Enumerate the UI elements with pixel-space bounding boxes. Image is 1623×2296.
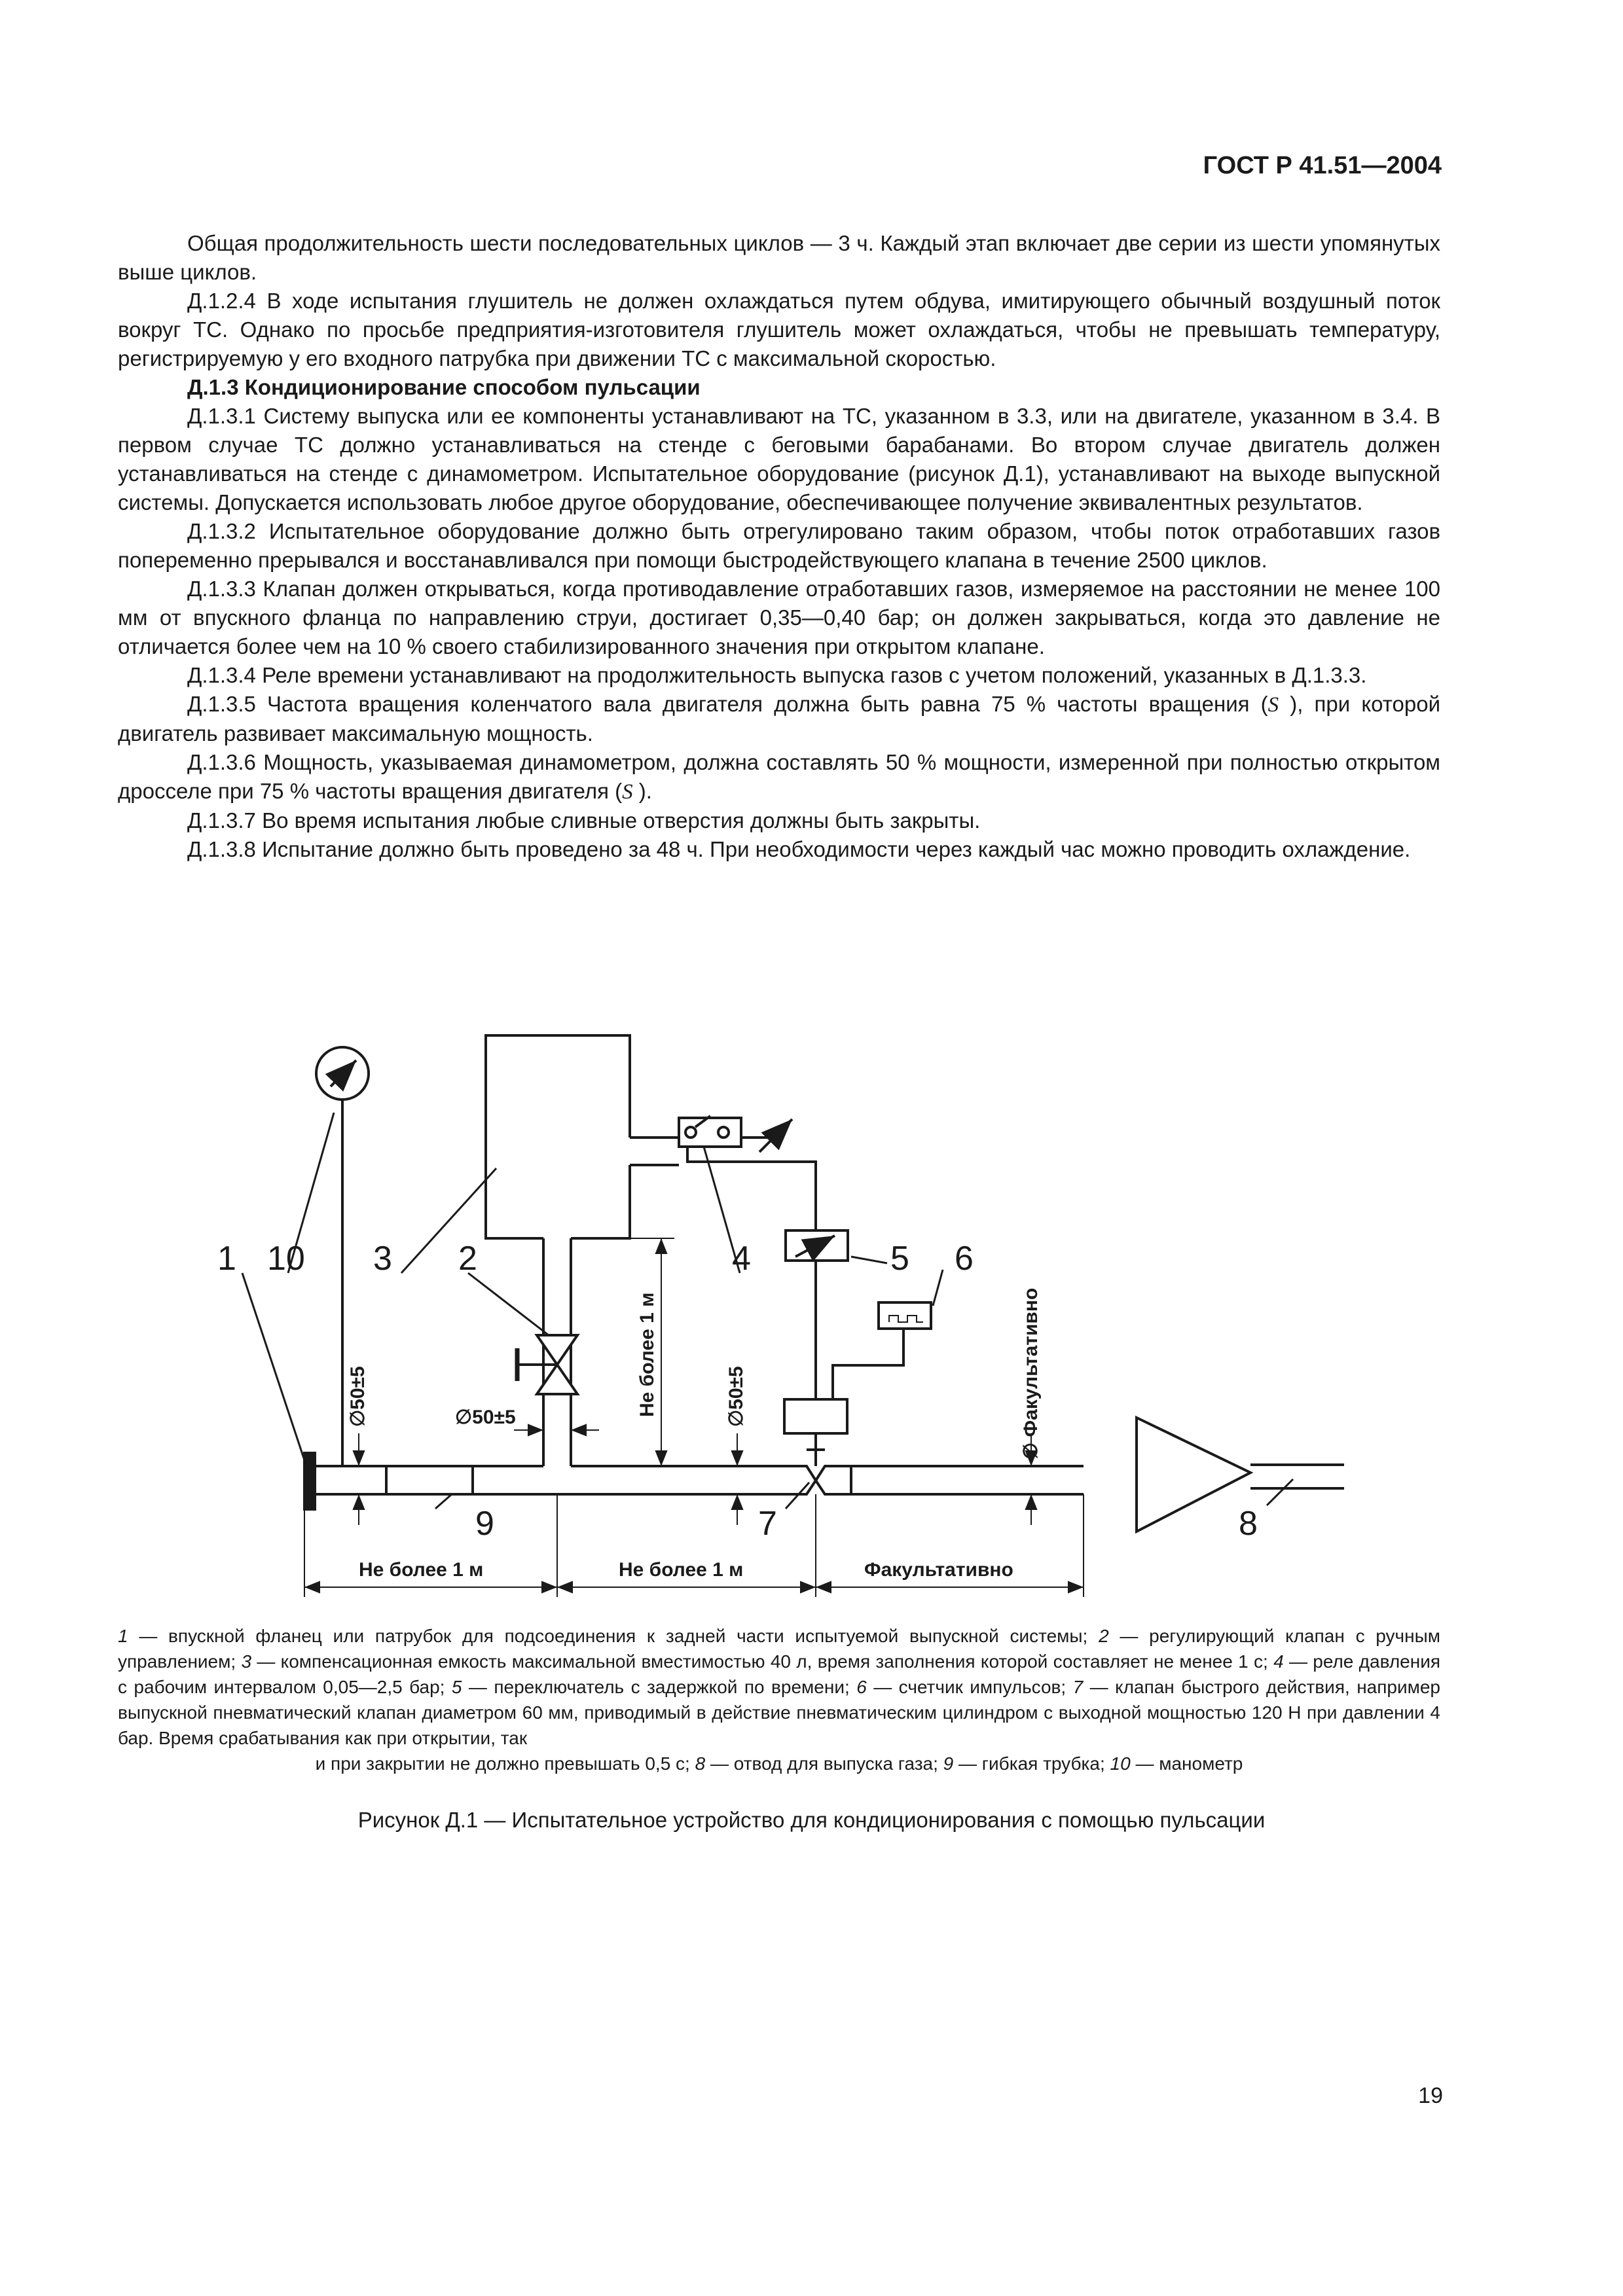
inlet-flange	[304, 1453, 315, 1509]
legend-index: 3	[241, 1651, 252, 1672]
paragraph: Д.1.3.7 Во время испытания любые сливные отверстия должны быть закрыты.	[187, 808, 981, 833]
callout-2: 2	[458, 1240, 477, 1278]
quick-action-valve-cylinder	[784, 1399, 847, 1433]
paragraph: Общая продолжительность шести последовательных циклов — 3 ч. Каждый этап включает две серии из шести упомянутых выше циклов.	[118, 231, 1440, 284]
legend-index: 5	[451, 1677, 462, 1697]
legend-text: — регулирующий клапан с ручным управлением;	[118, 1626, 1440, 1672]
legend-text: — переключатель с задержкой по времени;	[462, 1677, 857, 1697]
flexible-tube	[386, 1466, 473, 1494]
exhaust-outlet	[1137, 1418, 1250, 1532]
page-number: 19	[1418, 2083, 1443, 2108]
figure-caption: Рисунок Д.1 — Испытательное устройство для кондиционирования с помощью пульсации	[357, 1808, 1266, 1832]
legend-last-line	[118, 1751, 1440, 1776]
paragraph: Д.1.3.1 Систему выпуска или ее компоненты устанавливают на ТС, указанном в 3.3, или на двигателе, указанном в 3.4. В первом случае ТС должно устанавливаться на стенде с беговыми барабанами. Во втором случае двигатель должен устанавливаться на стенде с динамометром. Испытательное оборудование (рисунок Д.1), устанавливают на выходе выпускной системы. Допускается использовать любое другое оборудование, обеспечивающее получение эквивалентных результатов.	[118, 404, 1440, 514]
optional-diameter-dimension: ∅ Факультативно	[1020, 1287, 1042, 1460]
compensation-tank	[486, 1035, 630, 1238]
text-run: ).	[632, 779, 652, 803]
paragraph	[118, 748, 1440, 806]
legend-text: — отвод для выпуска газа;	[705, 1753, 943, 1774]
legend-text: — счетчик импульсов;	[866, 1677, 1073, 1697]
diameter-dimension: ∅50±5	[725, 1366, 747, 1427]
callout-10: 10	[267, 1240, 305, 1278]
callout-4: 4	[732, 1240, 751, 1278]
legend-index: 2	[1099, 1626, 1109, 1646]
callout-7: 7	[758, 1505, 777, 1543]
paragraph: Д.1.2.4 В ходе испытания глушитель не должен охлаждаться путем обдува, имитирующего обычный воздушный поток вокруг ТС. Однако по просьбе предприятия-изготовителя глушитель может охлаждаться, чтобы не превышать температуру, регистрируемую у его входного патрубка при движении ТС с максимальной скоростью.	[118, 289, 1440, 370]
paragraph	[118, 690, 1440, 748]
section-heading: Д.1.3 Кондиционирование способом пульсации	[187, 375, 701, 399]
body-text	[118, 229, 1440, 864]
paragraph: Д.1.3.2 Испытательное оборудование должно быть отрегулировано таким образом, чтобы поток отработавших газов попеременно прерывался и восстанавливался при помощи быстродействующего клапана в течение 2500 циклов.	[118, 519, 1440, 572]
text-run: ), при которой двигатель развивает максимальную мощность.	[118, 692, 1440, 745]
legend-text: и при закрытии не должно превышать 0,5 с;	[315, 1753, 695, 1774]
length-dimension: Не более 1 м	[359, 1559, 484, 1581]
legend-index: 8	[695, 1753, 706, 1774]
legend-text: — клапан быстрого действия, например выпускной пневматический клапан диаметром 60 мм, приводимый в действие пневматическим цилиндром с выходной мощностью 120 Н при давлении 4 бар. Время срабатывания как при открытии, так	[118, 1677, 1441, 1748]
legend-index: 4	[1273, 1651, 1284, 1672]
paragraph: Д.1.3.3 Клапан должен открываться, когда противодавление отработавших газов, измеряемое на расстоянии не менее 100 мм от впускного фланца по направлению струи, достигает 0,35—0,40 бар; он должен закрываться, когда это давление не отличается более чем на 10 % своего стабилизированного значения при открытом клапане.	[118, 577, 1440, 658]
math-symbol: S	[1267, 693, 1279, 717]
legend-index: 10	[1110, 1753, 1131, 1774]
text-run: Д.1.3.5 Частота вращения коленчатого вала двигателя должна быть равна 75 % частоты вращения (	[187, 692, 1268, 716]
legend-index: 1	[118, 1626, 128, 1646]
callout-8: 8	[1239, 1505, 1258, 1543]
legend-index: 9	[943, 1753, 954, 1774]
length-dimension: Не более 1 м	[619, 1559, 744, 1581]
legend-text: — манометр	[1130, 1753, 1243, 1774]
callout-9: 9	[475, 1505, 494, 1543]
paragraph: Д.1.3.8 Испытание должно быть проведено за 48 ч. При необходимости через каждый час можно проводить охлаждение.	[187, 837, 1411, 861]
pulse-counter	[879, 1302, 931, 1329]
math-symbol: S	[622, 780, 633, 804]
length-dimension: Факультативно	[864, 1559, 1013, 1581]
diameter-dimension: ∅50±5	[455, 1407, 516, 1428]
callout-5: 5	[890, 1240, 909, 1278]
quick-action-valve	[786, 1466, 851, 1494]
legend-text: — гибкая трубка;	[953, 1753, 1110, 1774]
callout-3: 3	[373, 1240, 392, 1278]
height-dimension: Не более 1 м	[636, 1292, 658, 1417]
test-rig-diagram	[0, 982, 1623, 1610]
callout-1: 1	[217, 1240, 236, 1278]
legend-text: — компенсационная емкость максимальной вместимостью 40 л, время заполнения которой составляет не менее 1 с;	[251, 1651, 1274, 1672]
figure-legend	[118, 1623, 1440, 1776]
standard-id: ГОСТ Р 41.51—2004	[1203, 152, 1442, 179]
legend-index: 6	[856, 1677, 867, 1697]
callout-6: 6	[955, 1240, 974, 1278]
text-run: Д.1.3.6 Мощность, указываемая динамометром, должна составлять 50 % мощности, измеренной при полностью открытом дросселе при 75 % частоты вращения двигателя (	[118, 750, 1440, 803]
legend-index: 7	[1072, 1677, 1084, 1697]
legend-text: — впускной фланец или патрубок для подсоединения к задней части испытуемой выпускной системы;	[128, 1626, 1099, 1646]
paragraph: Д.1.3.4 Реле времени устанавливают на продолжительность выпуска газов с учетом положений, указанных в Д.1.3.3.	[187, 663, 1367, 687]
legend-text: — реле давления с рабочим интервалом 0,05—2,5 бар;	[118, 1651, 1441, 1697]
diameter-dimension: ∅50±5	[347, 1366, 369, 1427]
